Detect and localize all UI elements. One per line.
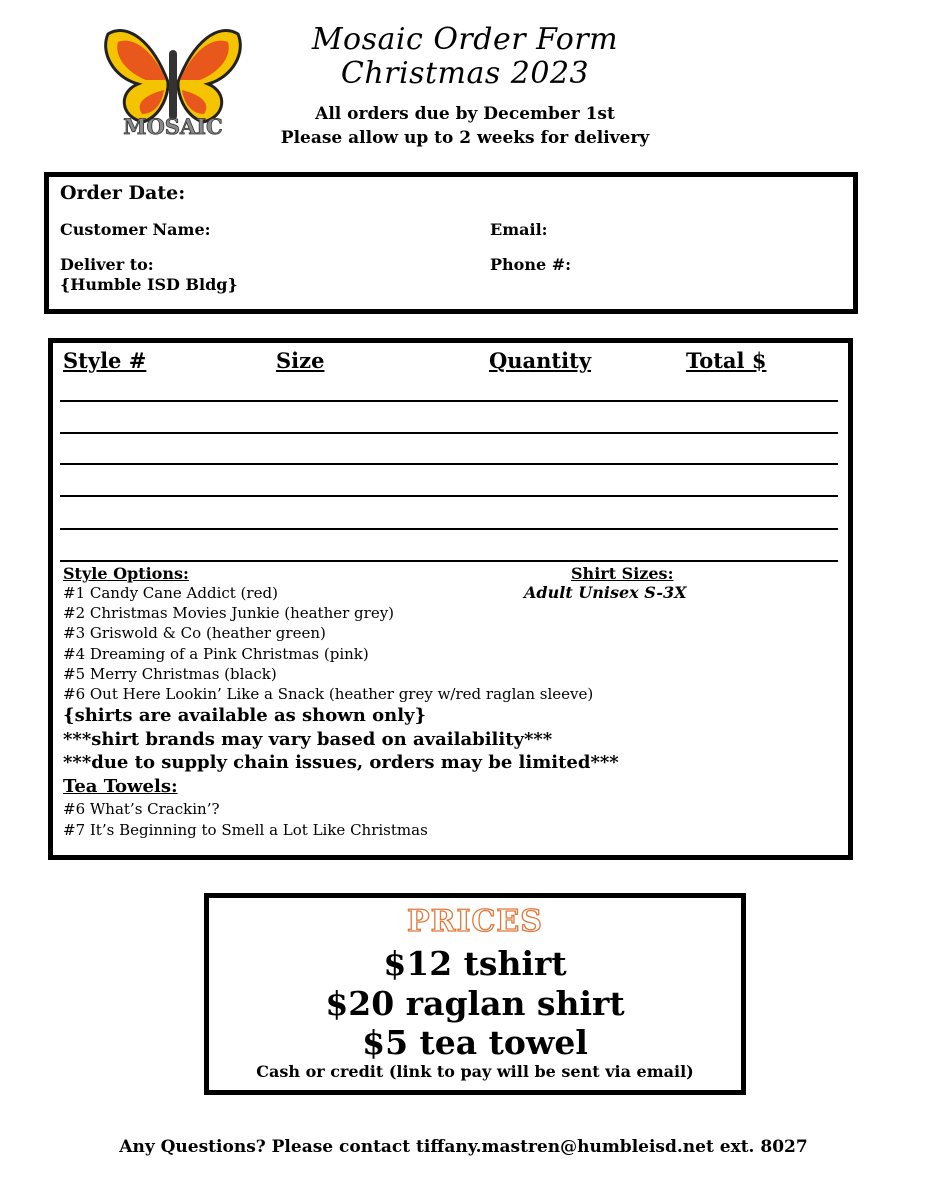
order-line-5 [60, 528, 838, 530]
order-line-4 [60, 495, 838, 497]
email-label: Email: [490, 220, 548, 239]
supply-chain-note: ***due to supply chain issues, orders may be limited*** [63, 752, 619, 773]
payment-note: Cash or credit (link to pay will be sent via email) [256, 1062, 694, 1081]
order-line-1 [60, 400, 838, 402]
order-line-2 [60, 432, 838, 434]
shirt-sizes-value: Adult Unisex S-3X [524, 583, 687, 602]
mosaic-butterfly-logo [98, 22, 248, 142]
style-option: #2 Christmas Movies Junkie (heather grey) [63, 604, 395, 622]
form-title-line1: Mosaic Order Form [311, 22, 619, 57]
column-header-quantity: Quantity [489, 348, 592, 373]
column-header-style: Style # [63, 348, 147, 373]
style-option: #5 Merry Christmas (black) [63, 665, 277, 683]
price-tshirt: $12 tshirt [383, 944, 567, 983]
style-option: #4 Dreaming of a Pink Christmas (pink) [63, 645, 369, 663]
phone-label: Phone #: [490, 255, 572, 274]
tea-towel-option: #7 It’s Beginning to Smell a Lot Like Christmas [63, 821, 428, 839]
form-title-line2: Christmas 2023 [340, 56, 590, 91]
column-header-total: Total $ [686, 348, 767, 373]
tea-towels-heading: Tea Towels: [63, 776, 178, 797]
brand-note: ***shirt brands may vary based on availability*** [63, 729, 553, 750]
due-date-note: All orders due by December 1st [315, 104, 615, 124]
deliver-to-value: {Humble ISD Bldg} [60, 275, 238, 294]
deliver-to-label: Deliver to: [60, 255, 154, 274]
availability-note: {shirts are available as shown only} [63, 705, 427, 726]
customer-name-label: Customer Name: [60, 220, 211, 239]
style-option: #6 Out Here Lookin’ Like a Snack (heather grey w/red raglan sleeve) [63, 685, 594, 703]
order-line-3 [60, 463, 838, 465]
order-line-6 [60, 560, 838, 562]
delivery-note: Please allow up to 2 weeks for delivery [280, 128, 650, 148]
order-date-label: Order Date: [60, 182, 186, 204]
price-raglan-shirt: $20 raglan shirt [325, 984, 625, 1023]
column-header-size: Size [276, 348, 325, 373]
tea-towel-option: #6 What’s Crackin’? [63, 800, 220, 818]
prices-title: PRICES [407, 904, 543, 939]
price-tea-towel: $5 tea towel [362, 1023, 588, 1062]
shirt-sizes-heading: Shirt Sizes: [571, 564, 674, 583]
style-option: #1 Candy Cane Addict (red) [63, 584, 278, 602]
style-option: #3 Griswold & Co (heather green) [63, 624, 326, 642]
contact-line: Any Questions? Please contact tiffany.mastren@humbleisd.net ext. 8027 [119, 1137, 808, 1157]
logo-wordmark: MOSAIC [123, 114, 223, 139]
style-options-heading: Style Options: [63, 564, 189, 583]
